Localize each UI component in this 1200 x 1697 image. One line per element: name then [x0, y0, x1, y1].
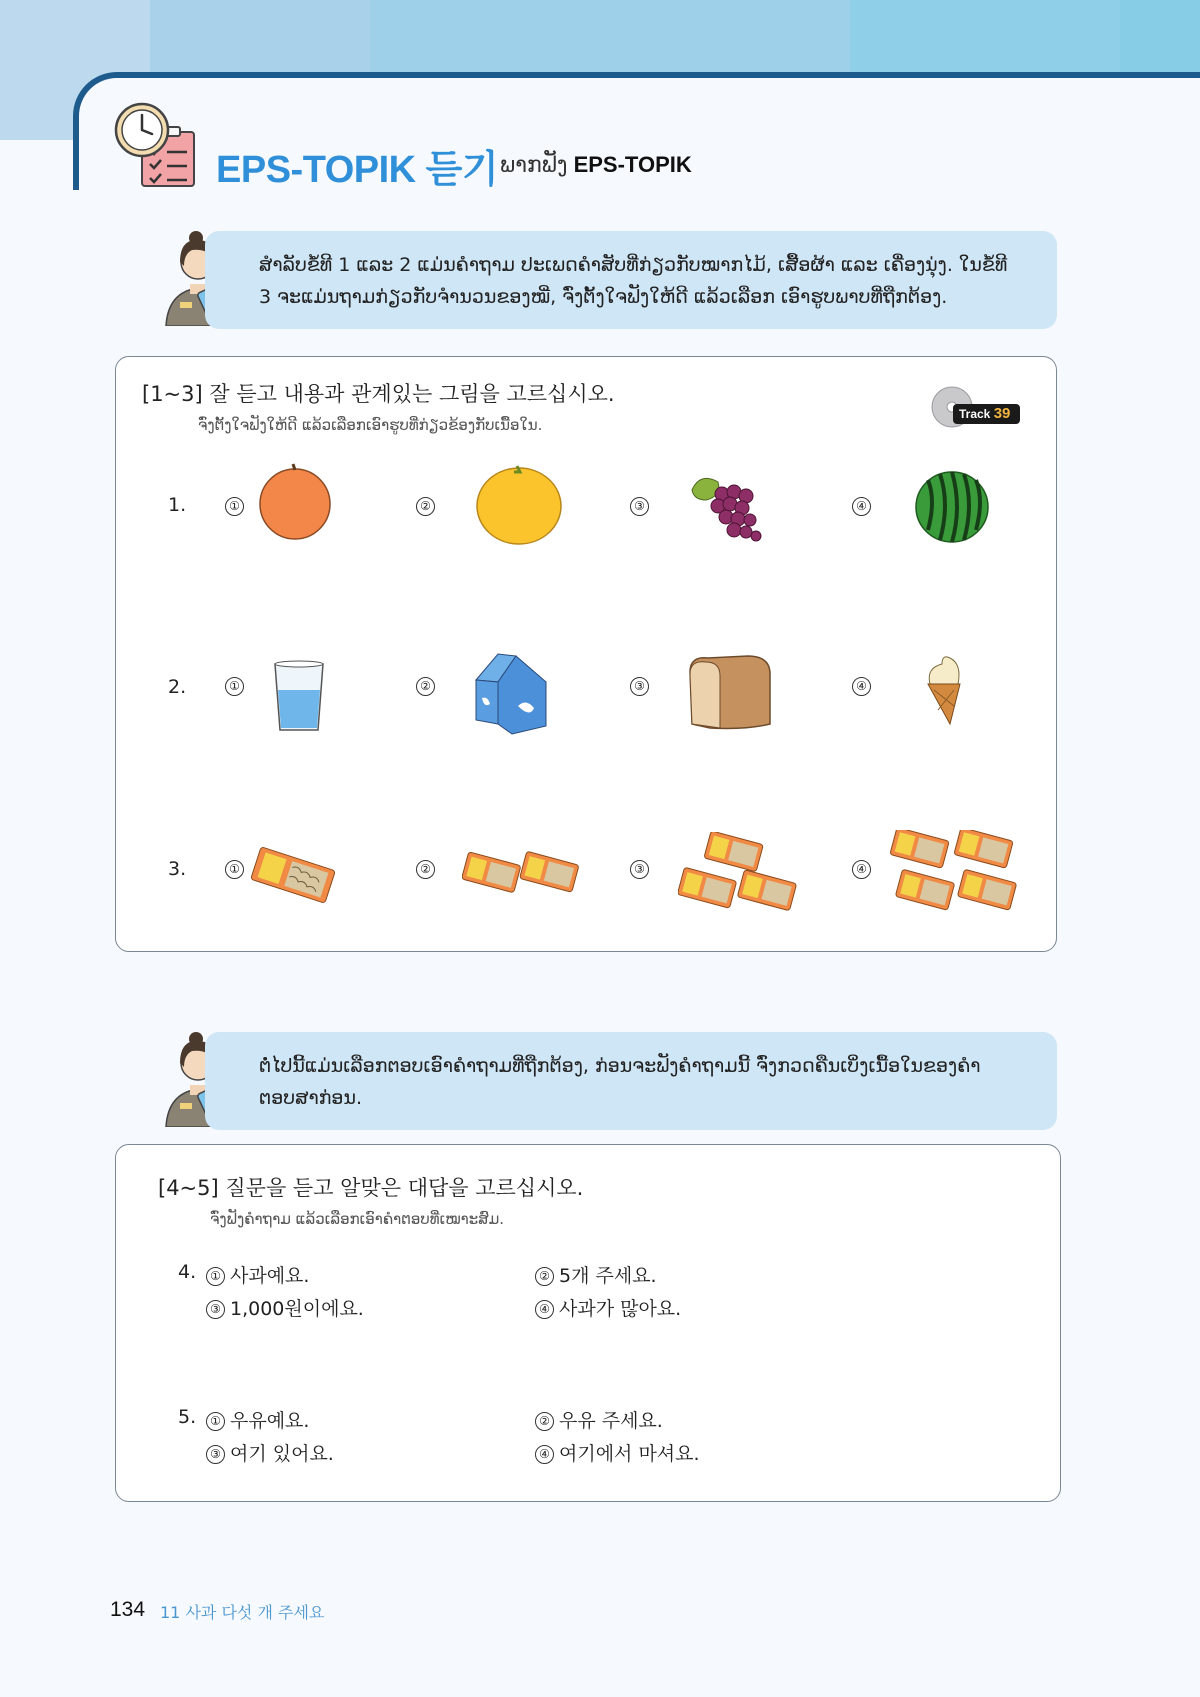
bread-image[interactable]: [686, 652, 774, 732]
clock-checklist-icon: [112, 100, 202, 190]
milk-carton-image[interactable]: [468, 646, 552, 736]
answer-option-2[interactable]: ② 우유 주세요.: [535, 1406, 663, 1433]
section-header: [112, 100, 912, 190]
option-3[interactable]: ③: [630, 677, 649, 696]
option-1[interactable]: ①: [225, 860, 244, 879]
ice-cream-image[interactable]: [920, 654, 970, 726]
option-4[interactable]: ④: [852, 860, 871, 879]
grapes-image[interactable]: [688, 472, 766, 548]
option-2[interactable]: ②: [416, 860, 435, 879]
question-number: 4.: [178, 1261, 197, 1283]
section-1-heading: [1~3] 잘 듣고 내용과 관계있는 그림을 고르십시오.: [142, 382, 615, 406]
section-2-heading: [4~5] 질문을 듣고 알맞은 대답을 고르십시오.: [158, 1176, 584, 1200]
section-1-subheading: ຈົ່ງຕັ້ງໃຈຟັງໃຫ້ດີ ແລ້ວເລືອກເອົາຮູບທີ່ກ່ຽວຂ້ອງກັບເນື້ອໃນ.: [198, 416, 543, 434]
option-1[interactable]: ①: [225, 677, 244, 696]
question-number: 2.: [168, 676, 187, 698]
option-2[interactable]: ②: [416, 497, 435, 516]
option-4[interactable]: ④: [852, 497, 871, 516]
grapefruit-image[interactable]: [474, 464, 564, 546]
option-3[interactable]: ③: [630, 497, 649, 516]
answer-option-3[interactable]: ③ 여기 있어요.: [206, 1439, 334, 1466]
answer-option-3[interactable]: ③ 1,000원이에요.: [206, 1294, 364, 1321]
answer-option-4[interactable]: ④ 여기에서 마셔요.: [535, 1439, 700, 1466]
chapter-title: 11 사과 다섯 개 주세요: [160, 1603, 325, 1622]
option-2[interactable]: ②: [416, 677, 435, 696]
three-ramen-image[interactable]: [678, 832, 798, 912]
answer-option-1[interactable]: ① 사과예요.: [206, 1261, 309, 1288]
top-color-band: [0, 0, 1200, 72]
option-3[interactable]: ③: [630, 860, 649, 879]
question-number: 1.: [168, 494, 187, 516]
option-1[interactable]: ①: [225, 497, 244, 516]
page-number: 134: [110, 1598, 146, 1621]
orange-image[interactable]: [255, 462, 335, 540]
question-number: 3.: [168, 858, 187, 880]
one-ramen-image[interactable]: [250, 844, 336, 906]
answer-option-4[interactable]: ④ 사과가 많아요.: [535, 1294, 681, 1321]
page-title: EPS-TOPIK 듣기: [216, 149, 499, 191]
water-glass-image[interactable]: [272, 660, 326, 734]
option-4[interactable]: ④: [852, 677, 871, 696]
track-badge[interactable]: Track 39: [953, 404, 1020, 424]
answer-option-2[interactable]: ② 5개 주세요.: [535, 1261, 657, 1288]
four-ramen-image[interactable]: [890, 830, 1018, 914]
question-number: 5.: [178, 1406, 197, 1428]
watermelon-image[interactable]: [914, 470, 990, 544]
two-ramen-image[interactable]: [462, 848, 580, 898]
page-subtitle: ພາກຟັງ EPS-TOPIK: [500, 152, 692, 177]
answer-option-1[interactable]: ① 우유예요.: [206, 1406, 309, 1433]
instruction-box-1: ສໍາລັບຂໍ້ທີ 1 ແລະ 2 ແມ່ນຄໍາຖາມ ປະເພດຄໍາສັບທີ່ກ່ຽວກັບໝາກໄມ້, ເສື້ອຜ້າ ແລະ ເຄື່ອງນຸ່ງ. ໃນຂໍ້ທີ 3 ຈະແມ່ນຖາມກ່ຽວກັບຈໍານວນຂອງໝີ່, ຈົ່ງຕັ້ງໃຈຟັງໃຫ້ດີ ແລ້ວເລືອກ ເອົາຮູບພາບທີ່ຖືກຕ້ອງ.: [205, 231, 1057, 329]
section-2-subheading: ຈົ່ງຟັງຄໍາຖາມ ແລ້ວເລືອກເອົາຄໍາຕອບທີ່ເໝາະສົມ.: [210, 1210, 505, 1228]
instruction-box-2: ຕໍ່ໄປນີ້ແມ່ນເລືອກຕອບເອົາຄໍາຖາມທີ່ຖືກຕ້ອງ, ກ່ອນຈະຟັງຄໍາຖາມນີ້ ຈົ່ງກວດຄືນເບິ່ງເນື້ອໃນຂອງຄໍາ ຕອບສາກ່ອນ.: [205, 1032, 1057, 1130]
